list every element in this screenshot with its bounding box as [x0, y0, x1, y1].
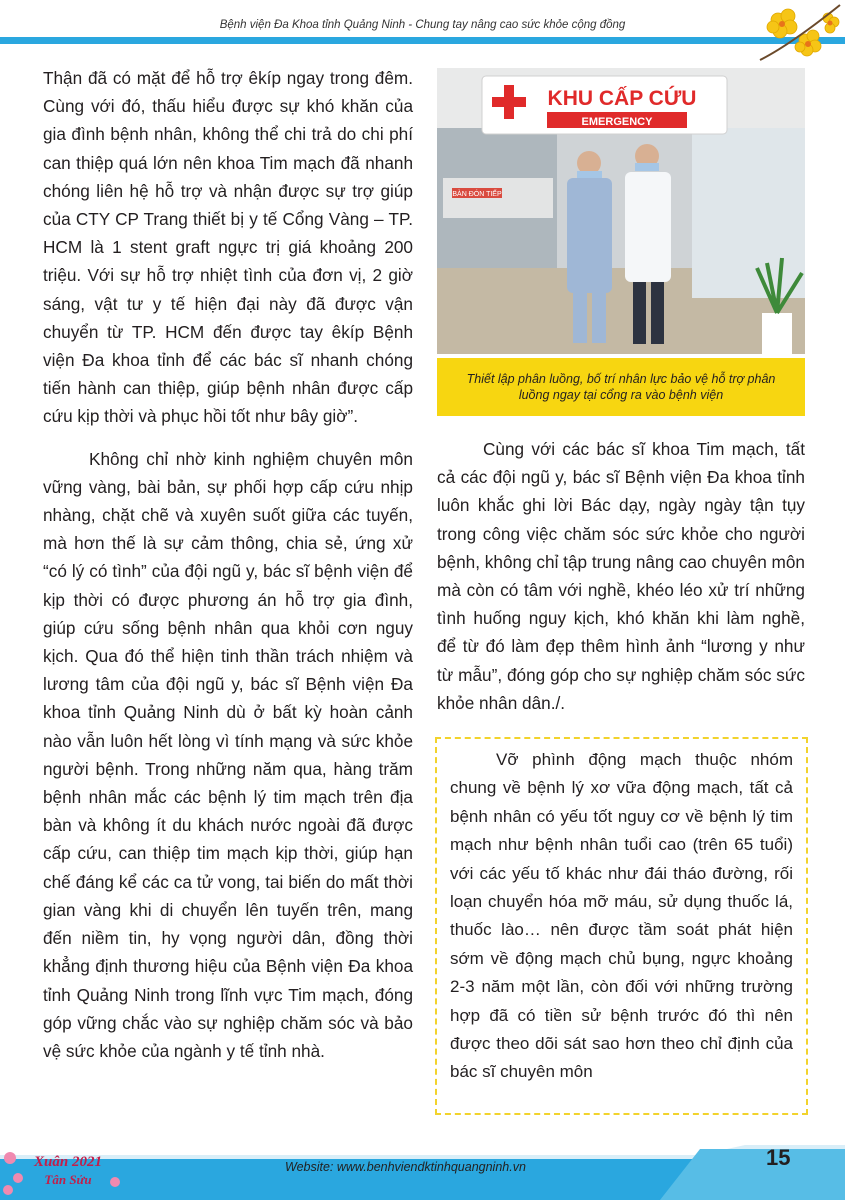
- header-title: Bệnh viện Đa Khoa tỉnh Quảng Ninh - Chung tay nâng cao sức khỏe cộng đồng: [219, 19, 626, 31]
- right-article-column: [437, 435, 805, 717]
- article-paragraph: Không chỉ nhờ kinh nghiệm chuyên môn vững vàng, bài bản, sự phối hợp cấp cứu nhịp nhàng, chặt chẽ và xuyên suốt giữa các tuyến, mà hơn thế là sự cảm thông, chia sẻ, ứng xử “có lý có tình” của đội ngũ y, bác sĩ bệnh viện để kịp thời có được phương án hỗ trợ gia đình, giúp cứu sống bệnh nhân qua khỏi cơn nguy kịch. Qua đó thể hiện tinh thần trách nhiệm và lương tâm của đội ngũ y, bác sĩ Bệnh viện Đa khoa tỉnh Quảng Ninh dù ở bất kỳ hoàn cảnh nào vẫn luôn hết lòng vì tính mạng và sức khỏe người bệnh. Trong những năm qua, hàng trăm bệnh nhân mắc các bệnh lý tim mạch trên địa bàn và không ít du khách nước ngoài đã được cấp cứu, can thiệp tim mạch kịp thời, giúp hạn chế đáng kể các ca tử vong, tai biến do mất thời gian vàng khi di chuyển lên tuyến trên, mang đến niềm tin, hy vọng người dân, đồng thời khẳng định thương hiệu của Bệnh viện Đa khoa tỉnh Quảng Ninh trong lĩnh vực Tim mạch, đóng góp vững chắc vào sự nghiệp chăm sóc và bảo vệ sức khỏe của ngành y tế tỉnh nhà.: [43, 448, 413, 1061]
- callout-text: Vỡ phình động mạch thuộc nhóm chung về bệnh lý xơ vữa động mạch, tất cả bệnh nhân có yếu tốt nguy cơ về bệnh lý tim mạch như bệnh nhân tuổi cao (trên 65 tuổi) với các yếu tố khác như đái tháo đường, rối loạn chuyển hóa mỡ máu, sử dụng thuốc lá, thuốc lào… nên được tầm soát phát hiện sớm về động mạch chủ bụng, ngực khoảng 2-3 năm một lần, còn đối với những trường hợp đã có tiền sử bệnh trước đó thì nên được theo dõi sát sao hơn theo chỉ định của bác sĩ chuyên môn: [450, 750, 793, 1082]
- spring-logo: [0, 1138, 130, 1200]
- emergency-sign-text: KHU CẤP CỨU: [547, 87, 697, 110]
- emergency-entrance-photo: [437, 68, 805, 354]
- desk-sign-text: BÀN ĐÓN TIẾP: [452, 191, 502, 198]
- header-bar: [0, 37, 845, 44]
- emergency-sub-sign-text: EMERGENCY: [581, 116, 653, 128]
- left-article-column: [43, 64, 413, 1065]
- article-paragraph: Cùng với các bác sĩ khoa Tim mạch, tất cả các đội ngũ y, bác sĩ Bệnh viện Đa khoa tỉnh luôn khắc ghi lời Bác dạy, ngày ngày tận tụy trong công việc chăm sóc sức khỏe cho người bệnh, không chỉ tập trung nâng cao chuyên môn mà còn có tâm với nghề, khéo léo xử trí những tình huống nguy kịch, khó khăn khi làm nghề, để từ đó làm đẹp thêm hình ảnh “lương y như từ mẫu”, đóng góp cho sự nghiệp chăm sóc sức khỏe nhân dân./.: [437, 439, 805, 713]
- photo-caption: Thiết lập phân luồng, bố trí nhân lực bảo vệ hỗ trợ phân luồng ngay tại cổng ra vào bệnh viện: [437, 358, 805, 416]
- page-number: 15: [766, 1145, 791, 1170]
- logo-text-name: Tân Sửu: [44, 1172, 92, 1187]
- logo-text-year: Xuân 2021: [34, 1154, 102, 1170]
- article-paragraph: Thận đã có mặt để hỗ trợ êkíp ngay trong đêm. Cùng với đó, thấu hiểu được sự khó khăn của gia đình bệnh nhân, không thể chi trả do chi phí can thiệp quá lớn nên khoa Tim mạch đã nhanh chóng liên hệ hỗ trợ và nhận được sự trợ giúp của CTY CP Trang thiết bị y tế Cổng Vàng – TP. HCM là 1 stent graft ngực trị giá khoảng 200 triệu. Với sự hỗ trợ nhiệt tình của đơn vị, 2 giờ sáng, vật tư y tế hiện đại này đã được vận chuyển từ TP. HCM đến được tay êkíp Bệnh viện Đa khoa tỉnh để các bác sĩ nhanh chóng tiến hành can thiệp, giúp bệnh nhân được cấp cứu kịp thời và phục hồi tốt như bây giờ”.: [43, 68, 413, 427]
- info-callout-box: [435, 737, 808, 1115]
- apricot-blossom-icon: [750, 0, 845, 70]
- footer-website: Website: www.benhviendktinhquangninh.vn: [285, 1160, 526, 1174]
